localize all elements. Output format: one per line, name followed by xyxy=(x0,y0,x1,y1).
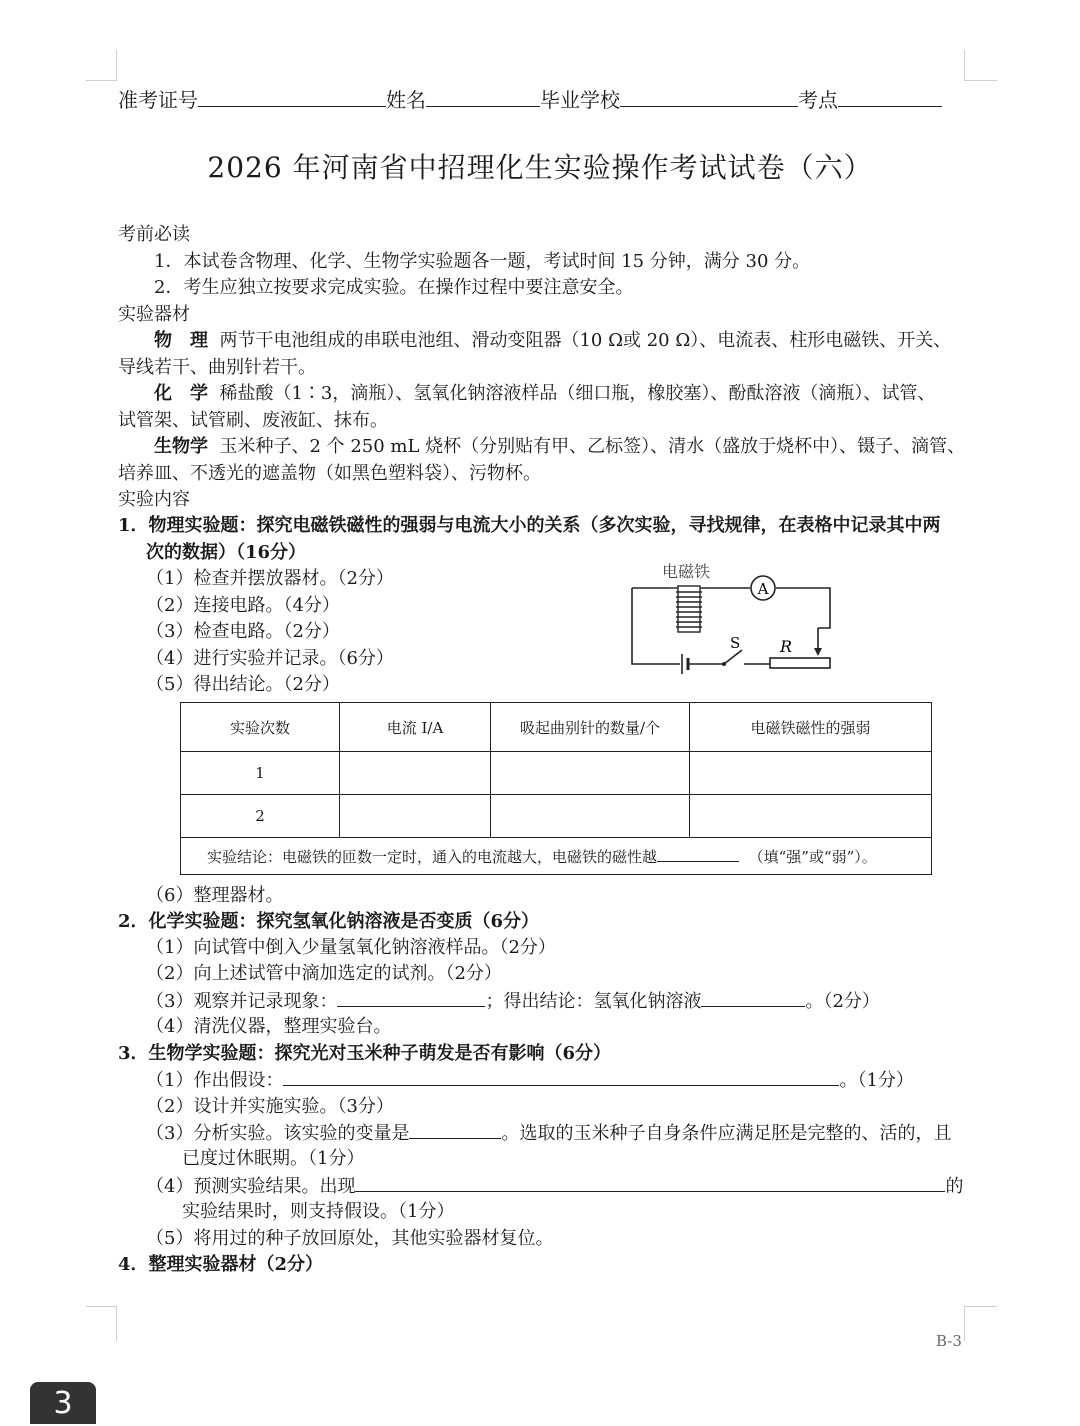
row2-magnetism[interactable] xyxy=(690,795,932,838)
site-label: 考点 xyxy=(798,88,838,112)
q1-step-4: （4）进行实验并记录。（6分） xyxy=(146,648,394,669)
q1-step-6: （6）整理器材。 xyxy=(146,885,284,906)
header-trial: 实验次数 xyxy=(181,703,340,752)
q2-phenomenon-blank[interactable] xyxy=(337,988,485,1007)
equipment-chemistry xyxy=(154,381,935,407)
biology-label: 生物学 xyxy=(154,436,208,457)
resistor-body xyxy=(770,658,830,668)
switch-lever xyxy=(724,650,742,664)
q3-step-2: （2）设计并实施实验。（3分） xyxy=(146,1096,394,1117)
page-title: 2026 年河南省中招理化生实验操作考试试卷（六） xyxy=(207,151,873,184)
header-clip-count: 吸起曲别针的数量/个 xyxy=(491,703,690,752)
school-label: 毕业学校 xyxy=(540,88,620,112)
q3-variable-blank[interactable] xyxy=(409,1120,501,1139)
q2-conclusion-blank[interactable] xyxy=(701,988,805,1007)
row2-trial: 2 xyxy=(181,795,340,838)
physics-line1: 两节干电池组成的串联电池组、滑动变阻器（10 Ω或 20 Ω）、电流表、柱形电磁铁、开关、 xyxy=(219,330,952,351)
q3-step-4 xyxy=(146,1173,963,1200)
q2-step-3 xyxy=(146,988,880,1015)
q3-step4-b: 的 xyxy=(945,1176,964,1197)
header-magnetism: 电磁铁磁性的强弱 xyxy=(690,703,932,752)
q3-step-1 xyxy=(146,1067,914,1094)
page-number-badge[interactable]: 3 xyxy=(30,1382,96,1424)
q3-step-5: （5）将用过的种子放回原处，其他实验器材复位。 xyxy=(146,1228,554,1249)
slider-arrow xyxy=(814,648,822,656)
q3-title: 3．生物学实验题：探究光对玉米种子萌发是否有影响（6分） xyxy=(118,1043,612,1064)
electromagnet-coil xyxy=(670,586,702,632)
q3-step1-b: 。（1分） xyxy=(839,1070,914,1091)
q2-step3-b: ；得出结论：氢氧化钠溶液 xyxy=(485,991,702,1012)
notice-item-2: 2．考生应独立按要求完成实验。在操作过程中要注意安全。 xyxy=(154,277,634,298)
crop-mark-bottom-right xyxy=(964,1306,997,1341)
q2-step3-c: 。（2分） xyxy=(805,991,880,1012)
q3-hypothesis-blank[interactable] xyxy=(283,1067,839,1086)
q3-result-blank[interactable] xyxy=(355,1173,945,1192)
row1-current[interactable] xyxy=(340,752,491,795)
name-label: 姓名 xyxy=(386,88,426,112)
circuit-diagram xyxy=(620,556,850,680)
exam-id-blank[interactable] xyxy=(198,88,386,107)
chemistry-line2: 试管架、试管刷、废液缸、抹布。 xyxy=(118,410,388,431)
q1-title-line1: 1．物理实验题：探究电磁铁磁性的强弱与电流大小的关系（多次实验，寻找规律，在表格中记录其中两 xyxy=(118,515,941,536)
q3-step3-c: 已度过休眠期。（1分） xyxy=(182,1148,365,1169)
chemistry-label: 化 学 xyxy=(154,383,208,404)
chemistry-line1: 稀盐酸（1∶3，滴瓶）、氢氧化钠溶液样品（细口瓶，橡胶塞）、酚酞溶液（滴瓶）、试管、 xyxy=(219,383,936,404)
q2-step-4: （4）清洗仪器，整理实验台。 xyxy=(146,1016,392,1037)
row2-current[interactable] xyxy=(340,795,491,838)
q1-step-2: （2）连接电路。（4分） xyxy=(146,595,340,616)
row1-clip-count[interactable] xyxy=(491,752,690,795)
equipment-biology xyxy=(154,434,965,460)
notice-heading: 考前必读 xyxy=(118,224,190,245)
page-code: B-3 xyxy=(936,1332,962,1350)
name-blank[interactable] xyxy=(426,88,540,107)
crop-mark-bottom-left xyxy=(86,1306,117,1341)
crop-mark-top-right xyxy=(964,50,997,81)
wire-top-right xyxy=(776,588,830,628)
resistor-label: R xyxy=(780,637,793,656)
conclusion-suffix: （填“强”或“弱”）。 xyxy=(748,847,877,866)
record-table xyxy=(180,702,932,875)
physics-line2: 导线若干、曲别针若干。 xyxy=(118,357,316,378)
ammeter-label: A xyxy=(757,580,769,598)
q2-step-2: （2）向上述试管中滴加选定的试剂。（2分） xyxy=(146,963,502,984)
q1-step-1: （1）检查并摆放器材。（2分） xyxy=(146,568,394,589)
notice-item-1: 1．本试卷含物理、化学、生物学实验题各一题，考试时间 15 分钟，满分 30 分。 xyxy=(154,251,811,272)
q4-title: 4．整理实验器材（2分） xyxy=(118,1254,324,1275)
q1-step-5: （5）得出结论。（2分） xyxy=(146,674,340,695)
switch-contact xyxy=(722,662,726,666)
table-conclusion-row xyxy=(181,838,932,875)
conclusion-blank[interactable] xyxy=(657,847,739,862)
exam-header xyxy=(118,84,942,113)
row1-magnetism[interactable] xyxy=(690,752,932,795)
wire-left xyxy=(632,588,680,664)
header-current: 电流 I/A xyxy=(340,703,491,752)
q3-step-3 xyxy=(146,1120,951,1147)
crop-mark-top-left xyxy=(86,50,117,81)
site-blank[interactable] xyxy=(838,88,942,107)
biology-line1: 玉米种子、2 个 250 mL 烧杯（分别贴有甲、乙标签）、清水（盛放于烧杯中）、镊子、滴管、 xyxy=(219,436,966,457)
physics-label: 物 理 xyxy=(154,330,208,351)
q1-step-3: （3）检查电路。（2分） xyxy=(146,621,340,642)
row2-clip-count[interactable] xyxy=(491,795,690,838)
table-row xyxy=(181,752,932,795)
q2-step3-a: （3）观察并记录现象： xyxy=(146,991,338,1012)
q1-title-line2: 次的数据）（16分） xyxy=(146,542,307,563)
equipment-physics xyxy=(154,328,951,354)
row1-trial: 1 xyxy=(181,752,340,795)
table-header-row xyxy=(181,703,932,752)
q3-step1-a: （1）作出假设： xyxy=(146,1070,284,1091)
equipment-heading: 实验器材 xyxy=(118,304,190,325)
biology-line2: 培养皿、不透光的遮盖物（如黑色塑料袋）、污物杯。 xyxy=(118,463,541,484)
school-blank[interactable] xyxy=(620,88,798,107)
q3-step4-a: （4）预测实验结果。出现 xyxy=(146,1176,356,1197)
content-heading: 实验内容 xyxy=(118,489,190,510)
exam-id-label: 准考证号 xyxy=(118,88,198,112)
table-conclusion xyxy=(181,838,932,875)
q2-step-1: （1）向试管中倒入少量氢氧化钠溶液样品。（2分） xyxy=(146,937,556,958)
q2-title: 2．化学实验题：探究氢氧化钠溶液是否变质（6分） xyxy=(118,911,540,932)
electromagnet-label: 电磁铁 xyxy=(662,562,711,581)
table-row xyxy=(181,795,932,838)
switch-label: S xyxy=(730,634,741,652)
q3-step3-a: （3）分析实验。该实验的变量是 xyxy=(146,1123,410,1144)
q3-step3-b: 。选取的玉米种子自身条件应满足胚是完整的、活的，且 xyxy=(501,1123,952,1144)
conclusion-prefix: 实验结论：电磁铁的匝数一定时，通入的电流越大，电磁铁的磁性越 xyxy=(207,847,658,866)
q3-step4-c: 实验结果时，则支持假设。（1分） xyxy=(182,1201,455,1222)
